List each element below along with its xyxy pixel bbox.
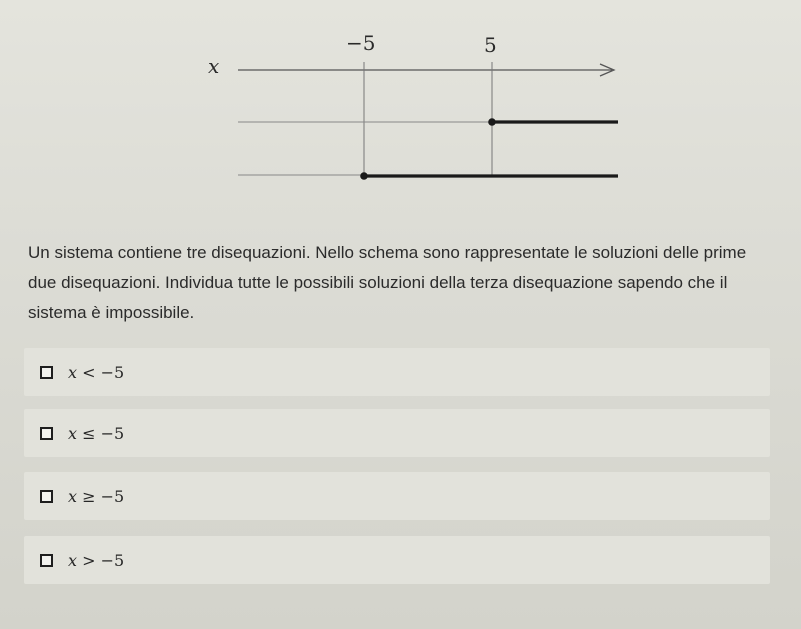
option-operator: < [77, 362, 101, 382]
option-value: −5 [100, 550, 125, 570]
question-text: Un sistema contiene tre disequazioni. Nello schema sono rappresentate le soluzioni delle prime due disequazioni. Individua tutte le possibili soluzioni della terza disequazione sapendo che il sistema è impossibile. [28, 243, 747, 322]
option-var: x [68, 486, 78, 506]
option-var: x [68, 362, 78, 382]
option-operator: ≥ [77, 486, 101, 506]
solution-2-closed-dot [360, 172, 368, 180]
axis-variable-label: x [208, 54, 220, 78]
option-3[interactable] [24, 472, 770, 520]
solution-1-closed-dot [488, 118, 496, 126]
option-label [68, 551, 124, 570]
option-value: −5 [100, 486, 125, 506]
option-4[interactable] [24, 536, 770, 584]
option-2[interactable] [24, 409, 770, 457]
option-var: x [68, 423, 78, 443]
option-operator: > [77, 550, 101, 570]
number-line-diagram [0, 0, 801, 200]
option-label [68, 363, 124, 382]
checkbox[interactable] [40, 427, 53, 440]
tick-label-5: 5 [484, 33, 497, 57]
option-var: x [68, 550, 78, 570]
tick-label-minus-5: −5 [346, 31, 376, 55]
option-label [68, 424, 124, 443]
option-operator: ≤ [77, 423, 101, 443]
option-value: −5 [100, 423, 125, 443]
option-value: −5 [100, 362, 125, 382]
option-label [68, 487, 124, 506]
checkbox[interactable] [40, 490, 53, 503]
option-1[interactable] [24, 348, 770, 396]
checkbox[interactable] [40, 366, 53, 379]
checkbox[interactable] [40, 554, 53, 567]
